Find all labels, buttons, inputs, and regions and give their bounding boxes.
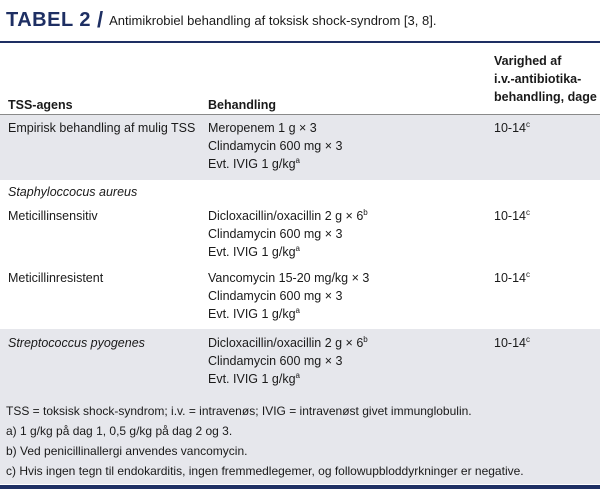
column-header-duration [494, 52, 600, 106]
footnote-b: b) Ved penicillinallergi anvendes vancomycin. [6, 444, 248, 458]
footnote-a: a) 1 g/kg på dag 1, 0,5 g/kg på dag 2 og 3. [6, 424, 233, 438]
section-row [0, 180, 600, 204]
column-header-treatment: Behandling [208, 98, 277, 112]
treatment-line: Evt. IVIG 1 $g/kg^a$ [208, 155, 300, 171]
table-row [0, 329, 600, 393]
table-row [0, 115, 600, 180]
title-slash: / [97, 7, 104, 32]
agent-cell: Meticillinresistent [8, 271, 104, 285]
treatment-cell [208, 207, 368, 261]
treatment-line: Clindamycin 600 mg × 3 [208, 227, 343, 241]
bottom-rule [0, 485, 600, 489]
treatment-line: Meropenem 1 g × 3 [208, 121, 317, 135]
footnote-c: c) Hvis ingen tegn til endokarditis, ingen fremmedlegemer, og followupbloddyrkninger er negative. [6, 464, 524, 478]
treatment-line: Evt. IVIG 1 $g/kg^a$ [208, 243, 300, 259]
table-body [0, 115, 600, 393]
duration-cell: 10-14$^c$ [494, 269, 530, 285]
treatment-cell [208, 334, 368, 388]
footnotes [0, 393, 600, 484]
agent-cell: Meticillinsensitiv [8, 209, 98, 223]
table-title: Antimikrobiel behandling af toksisk shock-syndrom [3, 8]. [109, 12, 437, 28]
duration-header-line: Varighed af [494, 54, 562, 68]
column-header-agent: TSS-agens [8, 98, 73, 112]
column-headers [0, 44, 600, 116]
duration-header-line: i.v.-antibiotika- [494, 72, 582, 86]
agent-cell: Empirisk behandling af mulig TSS [8, 121, 196, 135]
duration-cell: 10-14$^c$ [494, 207, 530, 223]
treatment-line: Clindamycin 600 mg × 3 [208, 139, 343, 153]
table-row [0, 204, 600, 265]
treatment-line: Vancomycin 15-20 mg/kg × 3 [208, 271, 370, 285]
duration-header-line: behandling, dage [494, 90, 597, 104]
duration-cell: 10-14$^c$ [494, 334, 530, 350]
table-row [0, 265, 600, 329]
treatment-line: Evt. IVIG 1 $g/kg^a$ [208, 370, 300, 386]
table-header [0, 0, 600, 40]
treatment-cell [208, 119, 342, 173]
top-rule [0, 41, 600, 43]
treatment-cell [208, 269, 369, 323]
treatment-line: Clindamycin 600 mg × 3 [208, 354, 343, 368]
treatment-line: Clindamycin 600 mg × 3 [208, 289, 343, 303]
footnote-abbreviations: TSS = toksisk shock-syndrom; i.v. = intravenøs; IVIG = intravenøst givet immunglobulin. [6, 404, 472, 418]
treatment-line: Dicloxacillin/oxacillin 2 $g \times 6^b$ [208, 207, 368, 223]
duration-cell: 10-14$^c$ [494, 119, 530, 135]
agent-cell: Streptococcus pyogenes [8, 336, 145, 350]
treatment-line: Dicloxacillin/oxacillin 2 $g \times 6^b$ [208, 334, 368, 350]
treatment-line: Evt. IVIG 1 $g/kg^a$ [208, 305, 300, 321]
table-number: TABEL 2 [6, 8, 91, 31]
section-label: Staphyloccocus aureus [8, 185, 138, 199]
